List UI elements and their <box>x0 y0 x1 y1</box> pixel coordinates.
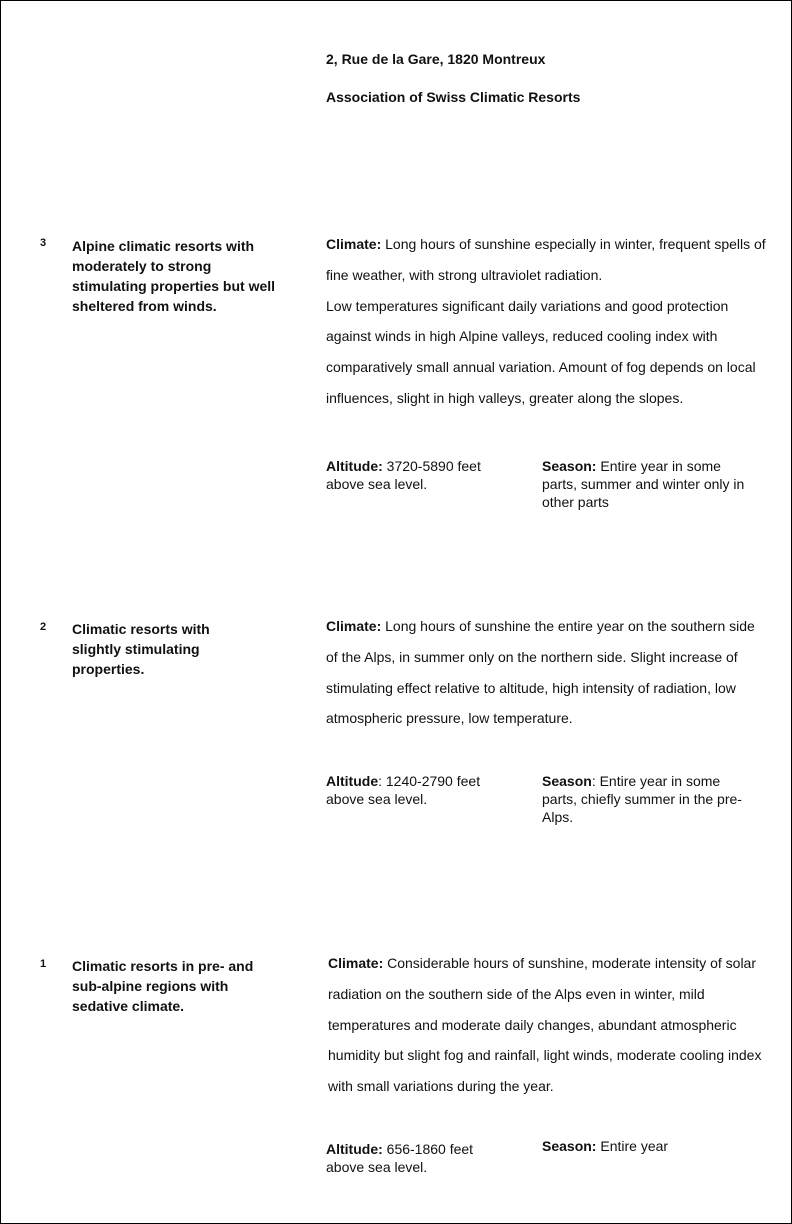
climate-label: Climate: <box>328 955 384 971</box>
season-text: Entire year <box>596 1138 669 1154</box>
section-title: Alpine climatic resorts with moderately to strong stimulating properties but well sheltered from winds. <box>72 238 276 314</box>
section-title: Climatic resorts in pre- and sub-alpine regions with sedative climate. <box>72 958 254 1014</box>
section-number: 1 <box>40 958 47 970</box>
section-number: 3 <box>40 237 47 249</box>
season-info <box>542 1137 742 1155</box>
altitude-label: Altitude: <box>326 1141 383 1157</box>
season-info <box>542 457 752 511</box>
climate-text-continued: Low temperatures significant daily variations and good protection against winds in high Alpine valleys, reduced cooling index with comparatively small annual variation. Amount of fog depends on local influences, slight in high valleys, greater along the slopes. <box>326 297 756 406</box>
season-text: : Entire year in some parts, chiefly summer in the pre-Alps. <box>542 773 742 825</box>
altitude-info <box>326 772 511 808</box>
altitude-text: : 1240-2790 feet above sea level. <box>326 773 481 807</box>
climate-label: Climate: <box>326 618 382 634</box>
climate-label: Climate: <box>326 236 382 252</box>
section-number: 2 <box>40 621 47 633</box>
header-organization: Association of Swiss Climatic Resorts <box>326 89 581 105</box>
climate-description <box>326 611 756 734</box>
altitude-text: 3720-5890 feet above sea level. <box>326 458 481 492</box>
altitude-info <box>326 1140 511 1176</box>
season-label: Season: <box>542 1138 597 1154</box>
section-title: Climatic resorts with slightly stimulating properties. <box>72 621 210 677</box>
season-info <box>542 772 742 826</box>
altitude-info <box>326 457 511 493</box>
altitude-label: Altitude <box>326 773 379 789</box>
altitude-label: Altitude: <box>326 458 383 474</box>
climate-description <box>326 229 766 414</box>
climate-text: Long hours of sunshine the entire year on the southern side of the Alps, in summer only on the northern side. Slight increase of stimulating effect relative to altitude, high intensity of radiation, low atmospheric pressure, low temperature. <box>326 618 755 727</box>
season-label: Season: <box>542 458 597 474</box>
climate-text: Considerable hours of sunshine, moderate intensity of solar radiation on the southern side of the Alps even in winter, mild temperatures and moderate daily changes, abundant atmospheric humidity but slight fog and rainfall, light winds, moderate cooling index with small variations during the year. <box>328 955 762 1095</box>
season-label: Season <box>542 773 592 789</box>
header-address: 2, Rue de la Gare, 1820 Montreux <box>326 51 546 67</box>
climate-text: Long hours of sunshine especially in winter, frequent spells of fine weather, with strong ultraviolet radiation. <box>326 236 766 283</box>
season-text: Entire year in some parts, summer and winter only in other parts <box>542 458 745 510</box>
altitude-text: 656-1860 feet above sea level. <box>326 1141 474 1175</box>
climate-description <box>328 948 763 1102</box>
